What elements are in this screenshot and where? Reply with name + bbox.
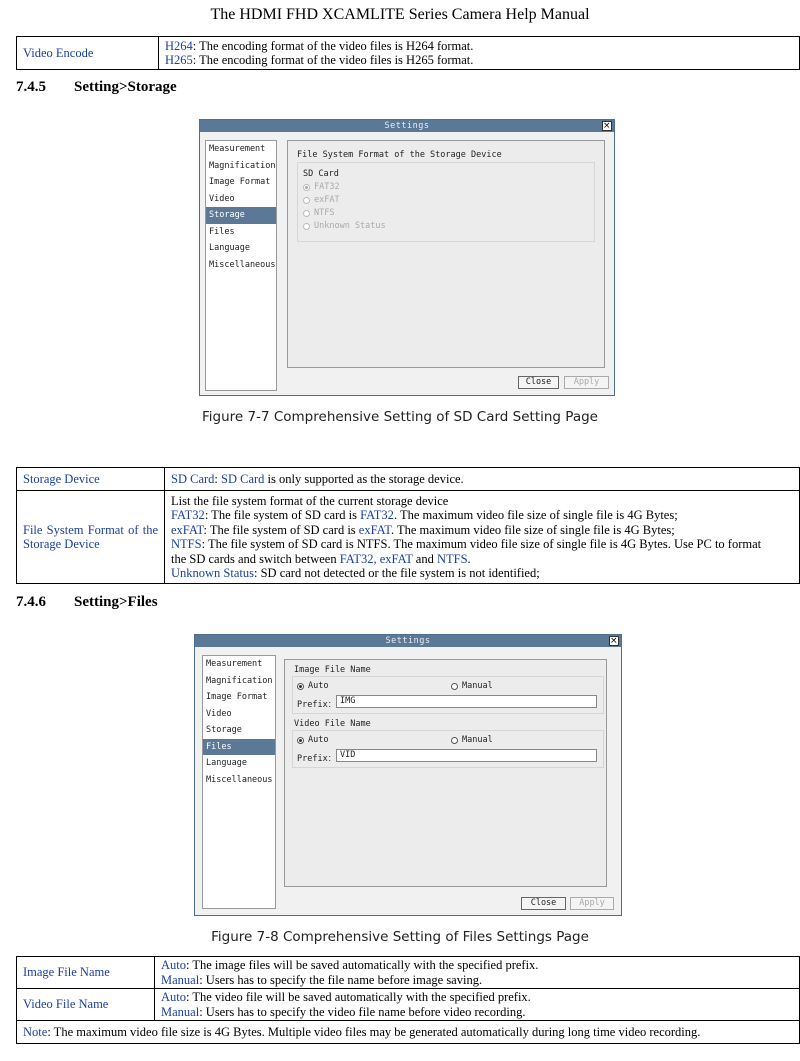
figure-caption-storage: Figure 7-7 Comprehensive Setting of SD Card Setting Page [202, 409, 598, 425]
video-manual-label: Manual [462, 735, 493, 745]
radio-image-auto[interactable] [297, 681, 328, 691]
nav-item-language[interactable]: Language [206, 758, 247, 768]
section-title: Setting>Storage [74, 79, 177, 95]
close-button[interactable]: Close [521, 897, 566, 910]
storage-device-description [165, 468, 800, 491]
sd-card-key: SD Card [171, 471, 215, 486]
file-system-format-label: File System Format of the Storage Device [17, 491, 165, 584]
nav-item-measurement[interactable]: Measurement [206, 659, 263, 669]
group-title-file-system: File System Format of the Storage Device [297, 150, 502, 160]
radio-selected-icon [297, 737, 304, 744]
nav-item-magnification[interactable]: Magnification [209, 160, 276, 171]
radio-exfat[interactable] [303, 195, 340, 205]
image-group-title: Image File Name [294, 665, 371, 675]
image-file-name-label: Image File Name [17, 957, 155, 989]
storage-panel [287, 140, 605, 368]
intro-line: List the file system format of the current storage device [171, 493, 449, 508]
video-encode-table [16, 36, 800, 70]
apply-button[interactable]: Apply [564, 376, 609, 389]
separator: : [214, 471, 222, 486]
exfat-text-a: : The file system of SD card is [203, 522, 359, 537]
settings-dialog-files [194, 634, 622, 916]
fat32-text-b: . The maximum video file size of single file is 4G Bytes; [393, 508, 678, 522]
image-manual-label: Manual [462, 681, 493, 691]
apply-button[interactable]: Apply [570, 897, 614, 910]
nav-item-measurement[interactable]: Measurement [209, 144, 266, 154]
exfat-key: exFAT [171, 522, 204, 537]
radio-ntfs-label: NTFS [314, 208, 335, 218]
h265-text: : The encoding format of the video files is H265 format. [192, 53, 474, 67]
video-file-name-description [155, 989, 800, 1021]
close-icon[interactable]: × [610, 636, 619, 646]
nav-item-storage[interactable]: Storage [206, 207, 276, 224]
fat32-value: FAT32 [360, 508, 394, 522]
radio-icon [451, 683, 458, 690]
note-text: : The maximum video file size is 4G Bytes. Multiple video files may be generated automatically during long time video recording. [47, 1024, 701, 1039]
section-title: Setting>Files [74, 594, 158, 610]
file-system-format-description [165, 491, 800, 584]
radio-selected-icon [297, 683, 304, 690]
settings-nav [205, 140, 277, 391]
page-header-title: The HDMI FHD XCAMLITE Series Camera Help Manual [210, 6, 590, 23]
dialog-title-bar [200, 120, 614, 132]
radio-icon [303, 223, 310, 230]
section-heading-storage [16, 79, 177, 96]
exfat-value: exFAT [358, 522, 391, 537]
unknown-status-text: : SD card not detected or the file system is not identified; [254, 566, 540, 580]
video-auto-key: Auto [161, 990, 186, 1004]
video-encode-description [159, 37, 800, 70]
nav-item-video[interactable]: Video [206, 708, 232, 719]
nav-item-miscellaneous[interactable]: Miscellaneous [209, 259, 276, 270]
video-prefix-input[interactable]: VID [336, 749, 597, 762]
nav-item-image-format[interactable]: Image Format [206, 692, 268, 702]
note-key: Note [23, 1024, 48, 1039]
nav-item-miscellaneous[interactable]: Miscellaneous [206, 774, 273, 785]
sd-card-label: SD Card [303, 169, 339, 179]
storage-table [16, 467, 800, 584]
h264-text: : The encoding format of the video files is H264 format. [192, 38, 474, 53]
radio-unknown-label: Unknown Status [314, 221, 386, 231]
unknown-status-key: Unknown Status [171, 566, 254, 580]
radio-icon [451, 737, 458, 744]
dialog-title: Settings [384, 121, 430, 131]
nav-item-storage[interactable]: Storage [206, 725, 242, 735]
image-auto-label: Auto [308, 681, 329, 691]
image-manual-key: Manual [161, 972, 200, 987]
video-auto-label: Auto [308, 735, 329, 745]
section-heading-files [16, 594, 158, 611]
video-prefix-label: Prefix： [297, 754, 337, 764]
nav-item-language[interactable]: Language [209, 243, 250, 253]
ntfs-key: NTFS [171, 537, 202, 551]
image-auto-text: : The image files will be saved automatically with the specified prefix. [186, 958, 539, 972]
radio-icon [303, 197, 310, 204]
nav-item-image-format[interactable]: Image Format [209, 177, 271, 187]
close-icon[interactable]: × [603, 121, 612, 131]
ntfs-text-a: : The file system of SD card is NTFS. The maximum video file size of single file is 4G Bytes. Use PC to format [201, 537, 762, 551]
nav-item-video[interactable]: Video [209, 193, 235, 204]
video-file-name-group [292, 730, 604, 768]
image-file-name-description [155, 957, 800, 989]
radio-icon [303, 210, 310, 217]
radio-exfat-label: exFAT [314, 195, 340, 205]
video-encode-label: Video Encode [17, 37, 159, 70]
fat32-key: FAT32 [171, 508, 205, 522]
fat32-exfat-link: FAT32, exFAT [339, 551, 413, 566]
image-file-name-group [292, 676, 604, 714]
fat32-text-a: : The file system of SD card is [204, 508, 361, 522]
ntfs-text-b: the SD cards and switch between [171, 551, 340, 566]
section-number: 7.4.6 [16, 594, 46, 610]
files-panel [284, 659, 607, 887]
image-manual-text: : Users has to specify the file name before image saving. [199, 972, 483, 987]
radio-selected-icon [303, 184, 310, 191]
period: . [467, 551, 471, 566]
h264-key: H264 [165, 38, 193, 53]
ntfs-link: NTFS [436, 551, 468, 566]
image-prefix-label: Prefix： [297, 700, 337, 710]
video-file-name-label: Video File Name [17, 989, 155, 1021]
note-row [17, 1021, 800, 1044]
settings-nav [202, 655, 276, 909]
nav-item-files[interactable]: Files [203, 739, 275, 756]
radio-image-manual[interactable] [451, 681, 493, 691]
exfat-text-b: . The maximum video file size of single file is 4G Bytes; [390, 522, 675, 537]
radio-ntfs[interactable] [303, 208, 334, 218]
video-manual-text: : Users has to specify the video file name before video recording. [199, 1004, 526, 1019]
and-text: and [412, 551, 437, 566]
video-auto-text: : The video file will be saved automatically with the specified prefix. [186, 990, 531, 1004]
dialog-title: Settings [385, 636, 431, 646]
close-button[interactable]: Close [518, 376, 559, 389]
files-table [16, 956, 800, 1044]
dialog-title-bar [195, 635, 621, 647]
sd-card-key-2: SD Card [221, 471, 265, 486]
nav-item-files[interactable]: Files [209, 226, 235, 237]
settings-dialog-storage [199, 119, 615, 396]
figure-caption-files: Figure 7-8 Comprehensive Setting of Files Settings Page [211, 929, 589, 945]
storage-device-text: is only supported as the storage device. [264, 471, 464, 486]
radio-unknown-status[interactable] [303, 221, 386, 231]
video-manual-key: Manual [161, 1004, 200, 1019]
h265-key: H265 [165, 53, 193, 67]
nav-item-magnification[interactable]: Magnification [206, 675, 273, 686]
sd-card-group [297, 162, 595, 242]
image-auto-key: Auto [161, 958, 186, 972]
radio-video-manual[interactable] [451, 735, 493, 745]
radio-video-auto[interactable] [297, 735, 328, 745]
section-number: 7.4.5 [16, 79, 46, 95]
radio-fat32[interactable] [303, 182, 340, 192]
video-group-title: Video File Name [294, 719, 371, 729]
radio-fat32-label: FAT32 [314, 182, 340, 192]
storage-device-label: Storage Device [17, 468, 165, 491]
image-prefix-input[interactable]: IMG [336, 695, 597, 708]
